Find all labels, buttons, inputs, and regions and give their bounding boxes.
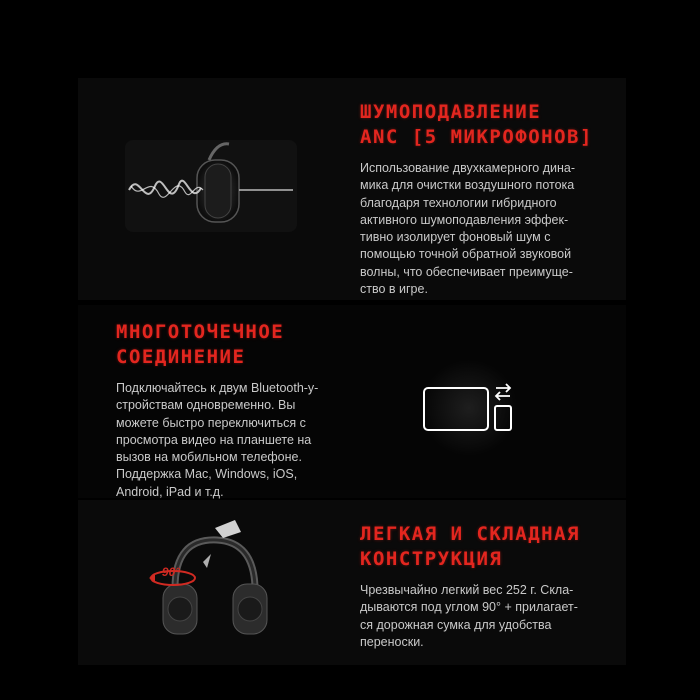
- anc-title: [360, 100, 593, 150]
- foldable-desc-line: дываются под углом 90° + прилагает-: [360, 600, 578, 615]
- anc-description: [360, 160, 620, 298]
- multipoint-desc-line: стройствам одновременно. Вы: [116, 398, 296, 413]
- multipoint-desc-line: просмотра видео на планшете на: [116, 432, 312, 447]
- headphone-noise-cancel-image: [125, 140, 297, 237]
- anc-title-line: ANC [5 МИКРОФОНОВ]: [360, 126, 593, 148]
- foldable-title-line: КОНСТРУКЦИЯ: [360, 548, 503, 570]
- anc-desc-line: благодаря технологии гибридного: [360, 195, 557, 210]
- multipoint-title-line: СОЕДИНЕНИЕ: [116, 346, 246, 368]
- anc-desc-line: волны, что обеспечивает преимуще-: [360, 264, 573, 279]
- foldable-description: [360, 582, 620, 651]
- multipoint-desc-line: Поддержка Mac, Windows, iOS,: [116, 467, 298, 482]
- anc-desc-line: ство в игре.: [360, 282, 428, 297]
- multipoint-description: [116, 380, 346, 501]
- anc-desc-line: мика для очистки воздушного потока: [360, 178, 575, 193]
- multipoint-desc-line: можете быстро переключиться с: [116, 415, 306, 430]
- rotation-angle-label: 90°: [161, 565, 181, 579]
- multipoint-desc-line: вызов на мобильном телефоне.: [116, 450, 302, 465]
- folding-headphones-image: [145, 518, 275, 653]
- multipoint-desc-line: Android, iPad и т.д.: [116, 484, 224, 499]
- foldable-desc-line: Чрезвычайно легкий вес 252 г. Скла-: [360, 583, 574, 597]
- multipoint-title: [116, 320, 284, 370]
- anc-desc-line: помощью точной обратной звуковой: [360, 247, 572, 262]
- anc-title-line: ШУМОПОДАВЛЕНИЕ: [360, 101, 542, 123]
- foldable-title-line: ЛЕГКАЯ И СКЛАДНАЯ: [360, 523, 580, 545]
- anc-desc-line: активного шумоподавления эффек-: [360, 212, 569, 227]
- multipoint-desc-line: Подключайтесь к двум Bluetooth-у-: [116, 381, 319, 395]
- tablet-phone-switch-icon: [404, 358, 534, 463]
- anc-desc-line: тивно изолирует фоновый шум с: [360, 230, 551, 245]
- foldable-desc-line: ся дорожная сумка для удобства: [360, 617, 552, 632]
- foldable-title: [360, 522, 580, 572]
- foldable-desc-line: переноски.: [360, 634, 424, 649]
- anc-desc-line: Использование двухкамерного дина-: [360, 161, 576, 175]
- multipoint-title-line: МНОГОТОЧЕЧНОЕ: [116, 321, 285, 343]
